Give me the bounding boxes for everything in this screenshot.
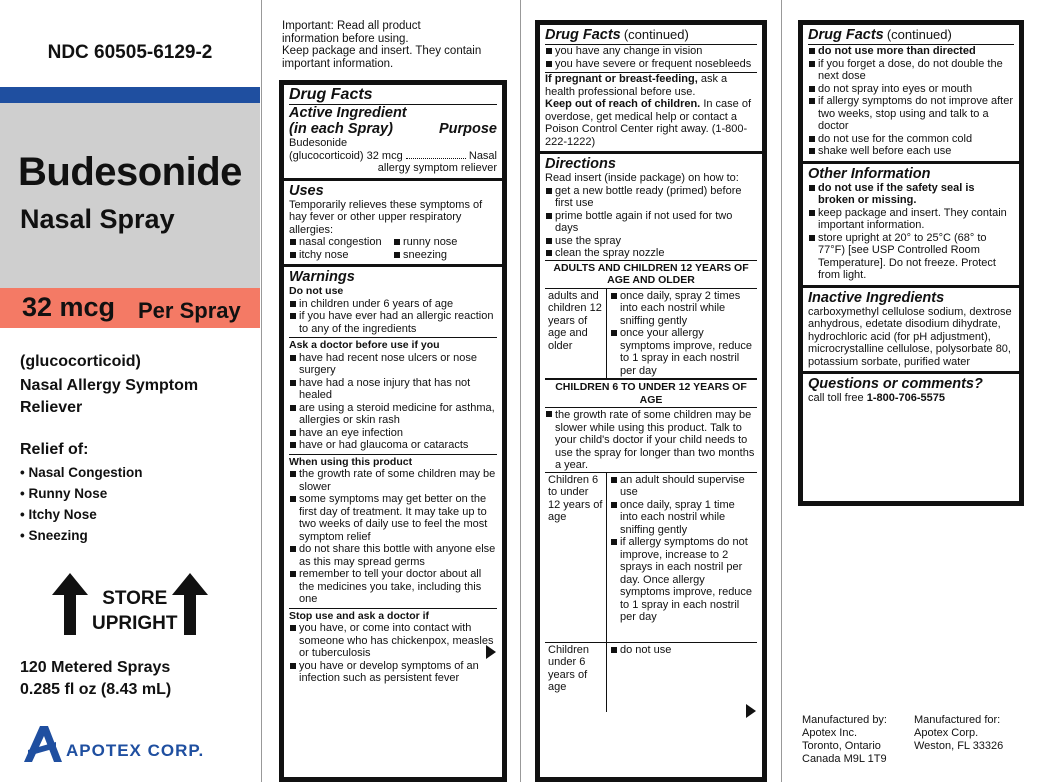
uses-text: Temporarily relieves these symptoms of hay fever or other upper respiratory allergies:: [289, 198, 483, 236]
list-item: have an eye infection: [289, 427, 497, 440]
title-background: [0, 103, 260, 288]
directions-text: Read insert (inside package) on how to:: [545, 172, 739, 184]
list-item: you have severe or frequent nosebleeds: [545, 58, 757, 71]
warnings-section: [284, 267, 502, 684]
list-item: store upright at 20° to 25°C (68° to 77°F) [see USP Controlled Room Temperature]. Do not freeze. Protect from light.: [808, 232, 1014, 282]
list-item: once daily, spray 2 times into each nostril while sniffing gently: [610, 290, 754, 328]
list-item: an adult should supervise use: [610, 474, 754, 499]
children-note: the growth rate of some children may be slower while using this product. Talk to your child's doctor if your child needs to use the spray for longer than two months a year.: [545, 407, 757, 472]
active-ingredient-name: Budesonide: [289, 137, 348, 149]
continued-label: (continued): [886, 27, 952, 42]
drug-facts-box: [798, 20, 1024, 506]
purpose-text: allergy symptom reliever: [377, 162, 497, 174]
list-item: if allergy symptoms do not improve, increase to 2 sprays in each nostril per day. Once allergy symptoms improve, reduce to 1 spray in each nostril per day: [610, 536, 754, 624]
list-item: if allergy symptoms do not improve after two weeks, stop using and talk to a doctor: [808, 95, 1014, 133]
blue-stripe: [0, 87, 260, 103]
ask-doctor-heading: Ask a doctor before use if you: [289, 337, 497, 352]
list-item: if you have ever had an allergic reaction to any of the ingredients: [289, 310, 497, 335]
list-item: some symptoms may get better on the first day of treatment. It may take up to two weeks of daily use to feel the most symptom relief: [289, 493, 497, 543]
uses-heading: Uses: [289, 182, 324, 199]
important-notice: Important: Read all product information before using. Keep package and insert. They contain important information.: [282, 20, 482, 70]
list-item: once daily, spray 1 time into each nostril while sniffing gently: [610, 499, 754, 537]
adults-row: [545, 288, 757, 379]
front-panel: [0, 0, 260, 782]
active-ingredient-section: [284, 85, 502, 181]
indication-line-1: Nasal Allergy Symptom: [20, 377, 199, 394]
continue-arrow-icon: [486, 645, 496, 659]
list-item: you have any change in vision: [545, 45, 757, 58]
relief-item: • Sneezing: [20, 528, 88, 543]
indication-line-2: Reliever: [20, 399, 83, 416]
age-group: Children 6 to under 12 years of age: [545, 473, 607, 642]
drug-facts-panel-1: [262, 0, 520, 782]
other-information-section: [803, 164, 1019, 288]
list-item: itchy nose: [289, 249, 393, 262]
drug-facts-title: Drug Facts: [289, 87, 497, 105]
list-item: are using a steroid medicine for asthma, allergies or skin rash: [289, 402, 497, 427]
list-item: use the spray: [545, 235, 757, 248]
drug-facts-title: Drug Facts: [545, 27, 621, 43]
list-item: you have, or come into contact with someone who has chickenpox, measles or tuberculosis: [289, 622, 497, 660]
purpose-heading: Purpose: [438, 121, 497, 137]
do-not-use-heading: Do not use: [289, 285, 344, 297]
list-item: have had a nose injury that has not healed: [289, 377, 497, 402]
questions-heading: Questions or comments?: [808, 376, 983, 392]
dose-amount: 32 mcg: [22, 292, 116, 322]
list-item: you have or develop symptoms of an infection such as persistent fever: [289, 660, 497, 685]
uses-list: [289, 236, 497, 261]
drug-facts-panel-3: [782, 0, 1040, 782]
when-using-heading: When using this product: [289, 454, 497, 469]
keep-out-of-reach: Keep out of reach of children. In case of overdose, get medical help or contact a Poison Control Center right away. (1-800-222-1222): [545, 98, 752, 148]
list-item: in children under 6 years of age: [289, 298, 497, 311]
company-logo-text: APOTEX CORP.: [66, 741, 205, 760]
list-item: have or had glaucoma or cataracts: [289, 439, 497, 452]
list-item: if you forget a dose, do not double the next dose: [808, 58, 1014, 83]
drug-facts-box: [535, 20, 767, 782]
directions-heading: Directions: [545, 156, 616, 172]
relief-list: [20, 462, 143, 546]
inactive-ingredients-section: [803, 288, 1019, 375]
list-item: once your allergy symptoms improve, reduce to 1 spray in each nostril per day: [610, 327, 754, 377]
relief-item: • Runny Nose: [20, 486, 108, 501]
age-group: adults and children 12 years of age and older: [545, 289, 607, 379]
list-item: keep package and insert. They contain important information.: [808, 207, 1014, 232]
arrow-up-icon: [52, 573, 88, 635]
apotex-logo-icon: [22, 724, 62, 764]
phone-number: 1-800-706-5575: [866, 392, 945, 404]
list-item: do not use for the common cold: [808, 133, 1014, 146]
drug-facts-box: [279, 80, 507, 782]
under-6-row: [545, 642, 757, 712]
continued-warnings-section: [540, 25, 762, 154]
list-item: do not share this bottle with anyone else as this may spread germs: [289, 543, 497, 568]
list-item: do not use: [610, 644, 754, 657]
relief-heading: Relief of:: [20, 441, 89, 458]
arrow-up-icon: [172, 573, 208, 635]
questions-text: call toll free 1-800-706-5575: [808, 392, 945, 404]
age-group: Children under 6 years of age: [545, 643, 607, 712]
list-item: do not spray into eyes or mouth: [808, 83, 1014, 96]
pregnancy-warning: If pregnant or breast-feeding, ask a health professional before use.: [545, 72, 757, 98]
ndc-number: NDC 60505-6129-2: [47, 42, 213, 63]
list-item: runny nose: [393, 236, 497, 249]
quantity-sprays: 120 Metered Sprays: [20, 659, 171, 676]
stop-use-heading: Stop use and ask a doctor if: [289, 608, 497, 623]
active-ingredient-heading: Active Ingredient (in each Spray): [289, 105, 407, 137]
children-header: CHILDREN 6 TO UNDER 12 YEARS OF AGE: [545, 378, 757, 407]
list-item: do not use if the safety seal is broken or missing.: [808, 182, 1014, 207]
manufactured-for: Manufactured for: Apotex Corp. Weston, FL 33326: [914, 714, 1004, 752]
store-upright-text: STORE UPRIGHT: [92, 588, 178, 634]
list-item: have had recent nose ulcers or nose surgery: [289, 352, 497, 377]
drug-class: (glucocorticoid): [20, 353, 141, 370]
list-item: shake well before each use: [808, 145, 1014, 158]
quantity-volume: 0.285 fl oz (8.43 mL): [20, 681, 172, 698]
purpose-text: Nasal: [468, 149, 497, 162]
list-item: prime bottle again if not used for two days: [545, 210, 757, 235]
other-information-heading: Other Information: [808, 165, 931, 182]
relief-item: • Nasal Congestion: [20, 465, 143, 480]
list-item: nasal congestion: [289, 236, 393, 249]
directions-section: [540, 154, 762, 726]
active-ingredient-amount: (glucocorticoid) 32 mcg: [289, 149, 403, 162]
list-item: the growth rate of some children may be slower: [289, 468, 497, 493]
list-item: remember to tell your doctor about all the medicines you take, including this one: [289, 568, 497, 606]
product-subtitle: Nasal Spray: [20, 204, 175, 234]
list-item: sneezing: [393, 249, 497, 262]
children-row: [545, 472, 757, 642]
inactive-ingredients-heading: Inactive Ingredients: [808, 289, 945, 306]
uses-section: [284, 181, 502, 268]
product-title: Budesonide: [18, 150, 242, 194]
warnings-heading: Warnings: [289, 269, 355, 285]
continued-directions-section: [803, 25, 1019, 164]
relief-item: • Itchy Nose: [20, 507, 97, 522]
drug-facts-title: Drug Facts: [808, 27, 884, 43]
list-item: clean the spray nozzle: [545, 247, 757, 260]
list-item: do not use more than directed: [808, 45, 1014, 58]
continue-arrow-icon: [746, 704, 756, 718]
manufactured-by: Manufactured by: Apotex Inc. Toronto, Ontario Canada M9L 1T9: [802, 714, 887, 765]
dose-unit: Per Spray: [138, 298, 241, 323]
continued-label: (continued): [623, 27, 689, 42]
questions-section: [803, 374, 1019, 408]
adults-header: ADULTS AND CHILDREN 12 YEARS OF AGE AND OLDER: [545, 260, 757, 288]
drug-facts-panel-2: [521, 0, 781, 782]
inactive-ingredients-text: carboxymethyl cellulose sodium, dextrose anhydrous, edetate disodium dihydrate, hydrochloric acid (for pH adjustment), microcrystalline cellulose, polysorbate 80, potassium sorbate, purified water: [808, 305, 1012, 368]
list-item: get a new bottle ready (primed) before first use: [545, 185, 757, 210]
